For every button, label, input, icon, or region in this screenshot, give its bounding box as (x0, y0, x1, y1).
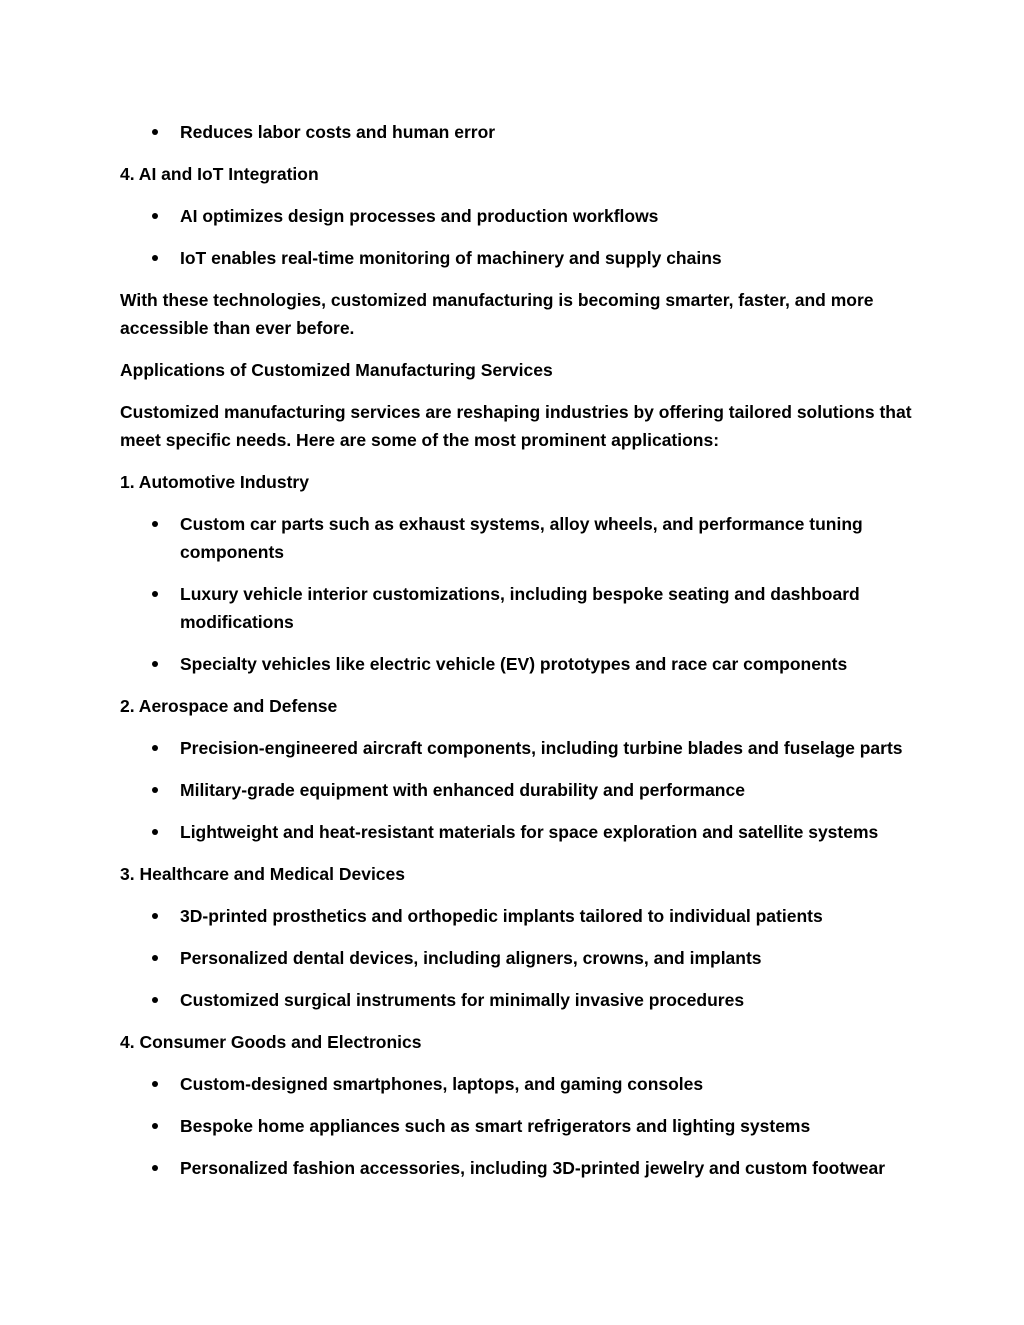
bullet-list (120, 902, 920, 1014)
bullet-list (120, 1070, 920, 1182)
bullet-icon (152, 997, 158, 1003)
list-item (120, 1070, 920, 1098)
list-item-text: 3D-printed prosthetics and orthopedic implants tailored to individual patients (180, 906, 823, 926)
list-item (120, 1154, 920, 1182)
list-item-text: Precision-engineered aircraft components, including turbine blades and fuselage parts (180, 738, 903, 758)
bullet-icon (152, 955, 158, 961)
bullet-icon (152, 521, 158, 527)
bullet-icon (152, 661, 158, 667)
bullet-icon (152, 129, 158, 135)
list-item-text: Military-grade equipment with enhanced durability and performance (180, 780, 745, 800)
list-item-text: Customized surgical instruments for minimally invasive procedures (180, 990, 745, 1010)
list-item (120, 734, 920, 762)
list-item (120, 1112, 920, 1140)
list-item-text: Custom car parts such as exhaust systems, alloy wheels, and performance tuning components (180, 514, 863, 562)
document-page (120, 118, 920, 1196)
bullet-icon (152, 787, 158, 793)
bullet-icon (152, 255, 158, 261)
bullet-list (120, 734, 920, 846)
list-item-text: Lightweight and heat-resistant materials for space exploration and satellite systems (180, 822, 879, 842)
list-item (120, 944, 920, 972)
list-item (120, 818, 920, 846)
list-item-text: AI optimizes design processes and production workflows (180, 206, 659, 226)
bullet-icon (152, 1123, 158, 1129)
section-heading: 1. Automotive Industry (120, 472, 309, 492)
section-heading: 2. Aerospace and Defense (120, 696, 338, 716)
bullet-list (120, 202, 920, 272)
bullet-icon (152, 591, 158, 597)
list-item-text: Luxury vehicle interior customizations, including bespoke seating and dashboard modifications (180, 584, 860, 632)
list-item (120, 118, 920, 146)
paragraph: With these technologies, customized manufacturing is becoming smarter, faster, and more accessible than ever before. (120, 290, 874, 338)
list-item (120, 580, 920, 636)
list-item-text: Custom-designed smartphones, laptops, and gaming consoles (180, 1074, 704, 1094)
list-item-text: Reduces labor costs and human error (180, 122, 496, 142)
list-item (120, 202, 920, 230)
bullet-icon (152, 213, 158, 219)
bullet-icon (152, 745, 158, 751)
list-item-text: Bespoke home appliances such as smart refrigerators and lighting systems (180, 1116, 811, 1136)
section-heading: 3. Healthcare and Medical Devices (120, 864, 405, 884)
section-heading: Applications of Customized Manufacturing Services (120, 360, 553, 380)
bullet-icon (152, 1165, 158, 1171)
list-item (120, 650, 920, 678)
list-item (120, 986, 920, 1014)
list-item (120, 510, 920, 566)
list-item-text: Personalized fashion accessories, including 3D-printed jewelry and custom footwear (180, 1158, 886, 1178)
bullet-icon (152, 913, 158, 919)
section-heading: 4. AI and IoT Integration (120, 164, 319, 184)
list-item-text: Specialty vehicles like electric vehicle (EV) prototypes and race car components (180, 654, 848, 674)
list-item-text: IoT enables real-time monitoring of machinery and supply chains (180, 248, 722, 268)
bullet-list (120, 510, 920, 678)
bullet-icon (152, 1081, 158, 1087)
list-item (120, 244, 920, 272)
bullet-icon (152, 829, 158, 835)
paragraph: Customized manufacturing services are reshaping industries by offering tailored solutions that meet specific needs. Here are some of the most prominent applications: (120, 402, 912, 450)
bullet-list (120, 118, 920, 146)
list-item-text: Personalized dental devices, including aligners, crowns, and implants (180, 948, 762, 968)
section-heading: 4. Consumer Goods and Electronics (120, 1032, 422, 1052)
list-item (120, 776, 920, 804)
list-item (120, 902, 920, 930)
